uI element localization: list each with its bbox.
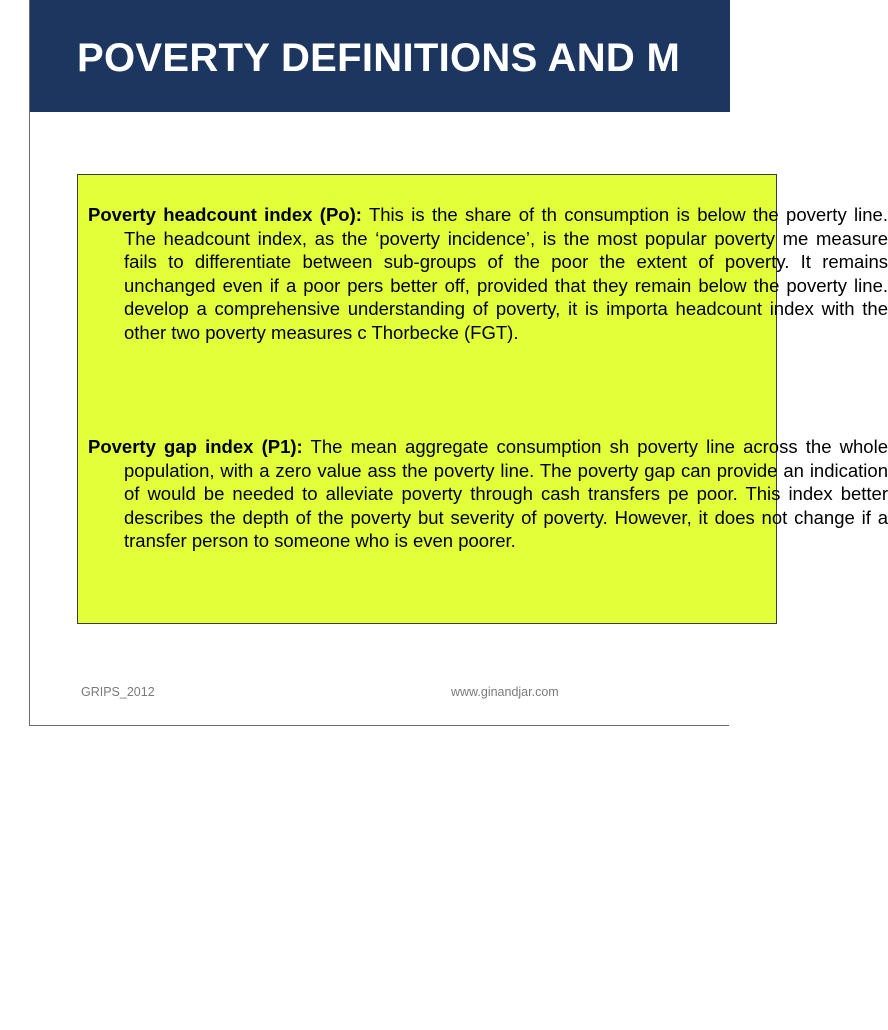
footer-left-label: GRIPS_2012	[81, 685, 155, 699]
definition-headcount-index	[88, 203, 888, 345]
definition-term: Poverty gap index (P1):	[88, 436, 303, 457]
definition-box	[77, 174, 888, 624]
slide	[29, 0, 888, 726]
definition-term: Poverty headcount index (Po):	[88, 204, 362, 225]
footer-website: www.ginandjar.com	[451, 685, 559, 699]
title-bar	[30, 0, 730, 112]
slide-title: POVERTY DEFINITIONS AND M	[77, 36, 681, 80]
definition-poverty-gap-index	[88, 435, 888, 553]
definition-text: The mean aggregate consumption sh poverty line across the whole population, with a zero value ass the poverty line. The poverty gap can provide an indication of would be needed to alleviate poverty through cash transfers pe poor. This index better describes the depth of the poverty but severity of poverty. However, it does not change if a transfer person to someone who is even poorer.	[124, 436, 888, 552]
definition-text: This is the share of th consumption is below the poverty line. The headcount index, as the ‘poverty incidence’, is the most popular poverty me measure fails to differentiate between sub-groups of the poor the extent of poverty. It remains unchanged even if a poor pers better off, provided that they remain below the poverty line. develop a comprehensive understanding of poverty, it is importa headcount index with the other two poverty measures c Thorbecke (FGT).	[124, 204, 888, 343]
